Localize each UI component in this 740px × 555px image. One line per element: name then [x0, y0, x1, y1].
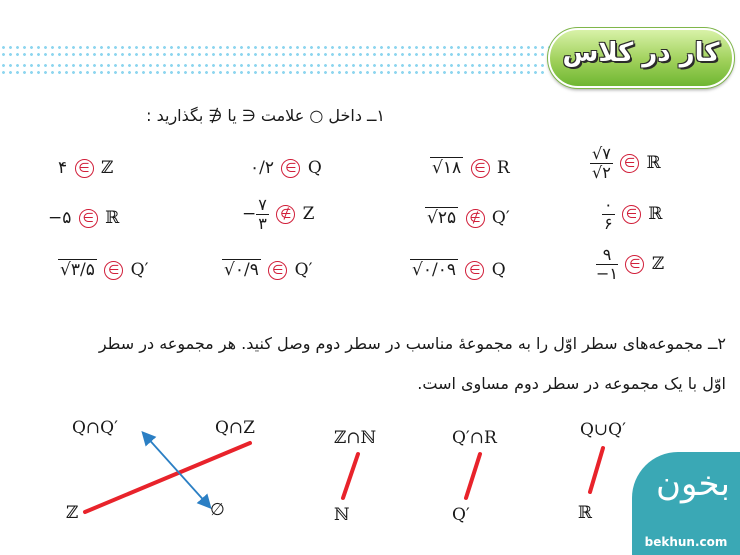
bottom-set-label: ∅ — [210, 500, 225, 520]
q1-item: $\frac{√۷}{√۲}$ ∈ ℝ — [592, 144, 661, 182]
radical: √۳/۵ — [60, 260, 95, 280]
q1-item: ۴ ∈ ℤ — [58, 158, 114, 178]
q1-item: √۳/۵ ∈ Q′ — [60, 260, 149, 280]
answer-circle[interactable]: ∈ — [625, 255, 644, 274]
answer-circle[interactable]: ∈ — [622, 205, 641, 224]
q1-item: ۰/۲ ∈ Q — [250, 158, 322, 178]
answer-circle[interactable]: ∈ — [104, 261, 123, 280]
arrow-connector — [145, 435, 208, 505]
fraction: $\frac{۹}{-۱}$ — [596, 245, 618, 283]
q1-item: −۵ ∈ ℝ — [48, 208, 120, 228]
q1-item: $\frac{۰}{۶}$ ∈ ℝ — [604, 195, 663, 233]
radical: √۰/۹ — [224, 260, 259, 280]
answer-circle[interactable]: ∈ — [268, 261, 287, 280]
bottom-set-label: ℕ — [334, 505, 350, 525]
banner-title: کار در کلاس — [562, 38, 720, 68]
fraction: $\frac{√۷}{√۲}$ — [592, 144, 611, 182]
fraction: $\frac{۰}{۶}$ — [604, 195, 613, 233]
top-set-label: ℤ∩ℕ — [334, 428, 377, 448]
bottom-set-label: ℤ — [66, 503, 79, 523]
q1-item: √۲۵ ∉ Q′ — [427, 208, 510, 228]
answer-circle[interactable]: ∈ — [75, 159, 94, 178]
radical: √۱۸ — [432, 158, 462, 178]
answer-circle[interactable]: ∉ — [276, 205, 295, 224]
q1-item: − $\frac{۷}{۳}$ ∉ Z — [242, 195, 315, 233]
answer-circle[interactable]: ∈ — [465, 261, 484, 280]
question-1-text: ۱ــ داخل ○ علامت ∈ یا ∉ بگذارید : — [146, 106, 385, 125]
radical: √۰/۰۹ — [412, 260, 456, 280]
answer-circle[interactable]: ∈ — [620, 154, 639, 173]
connector-line — [590, 448, 603, 492]
site-logo — [632, 452, 740, 555]
radical: √۲۵ — [427, 208, 457, 228]
q1-item: √۰/۹ ∈ Q′ — [224, 260, 313, 280]
q1-item: √۰/۰۹ ∈ Q — [412, 260, 506, 280]
top-set-label: Q∩Z — [215, 418, 255, 438]
answer-circle[interactable]: ∈ — [471, 159, 490, 178]
answer-circle[interactable]: ∈ — [79, 209, 98, 228]
question-2-line-2: اوّل با یک مجموعه در سطر دوم مساوی است. — [417, 374, 726, 393]
top-set-label: Q∪Q′ — [580, 420, 626, 440]
q1-item: $\frac{۹}{-۱}$ ∈ ℤ — [596, 245, 665, 283]
top-set-label: Q′∩R — [452, 428, 497, 448]
logo-mark: بخون — [656, 464, 730, 504]
question-2-line-1: ۲ــ مجموعه‌های سطر اوّل را به مجموعهٔ مناسب در سطر دوم وصل کنید. هر مجموعه در سطر — [98, 334, 726, 353]
connector-line — [85, 443, 250, 512]
fraction: $\frac{۷}{۳}$ — [258, 195, 267, 233]
bottom-set-label: Q′ — [452, 505, 470, 525]
q1-item: √۱۸ ∈ R — [432, 158, 510, 178]
connector-line — [466, 454, 480, 498]
answer-circle[interactable]: ∈ — [281, 159, 300, 178]
answer-circle[interactable]: ∉ — [466, 209, 485, 228]
connector-line — [343, 454, 358, 498]
top-set-label: Q∩Q′ — [72, 418, 118, 438]
logo-url: bekhun.com — [644, 535, 728, 549]
bottom-set-label: ℝ — [578, 503, 593, 523]
